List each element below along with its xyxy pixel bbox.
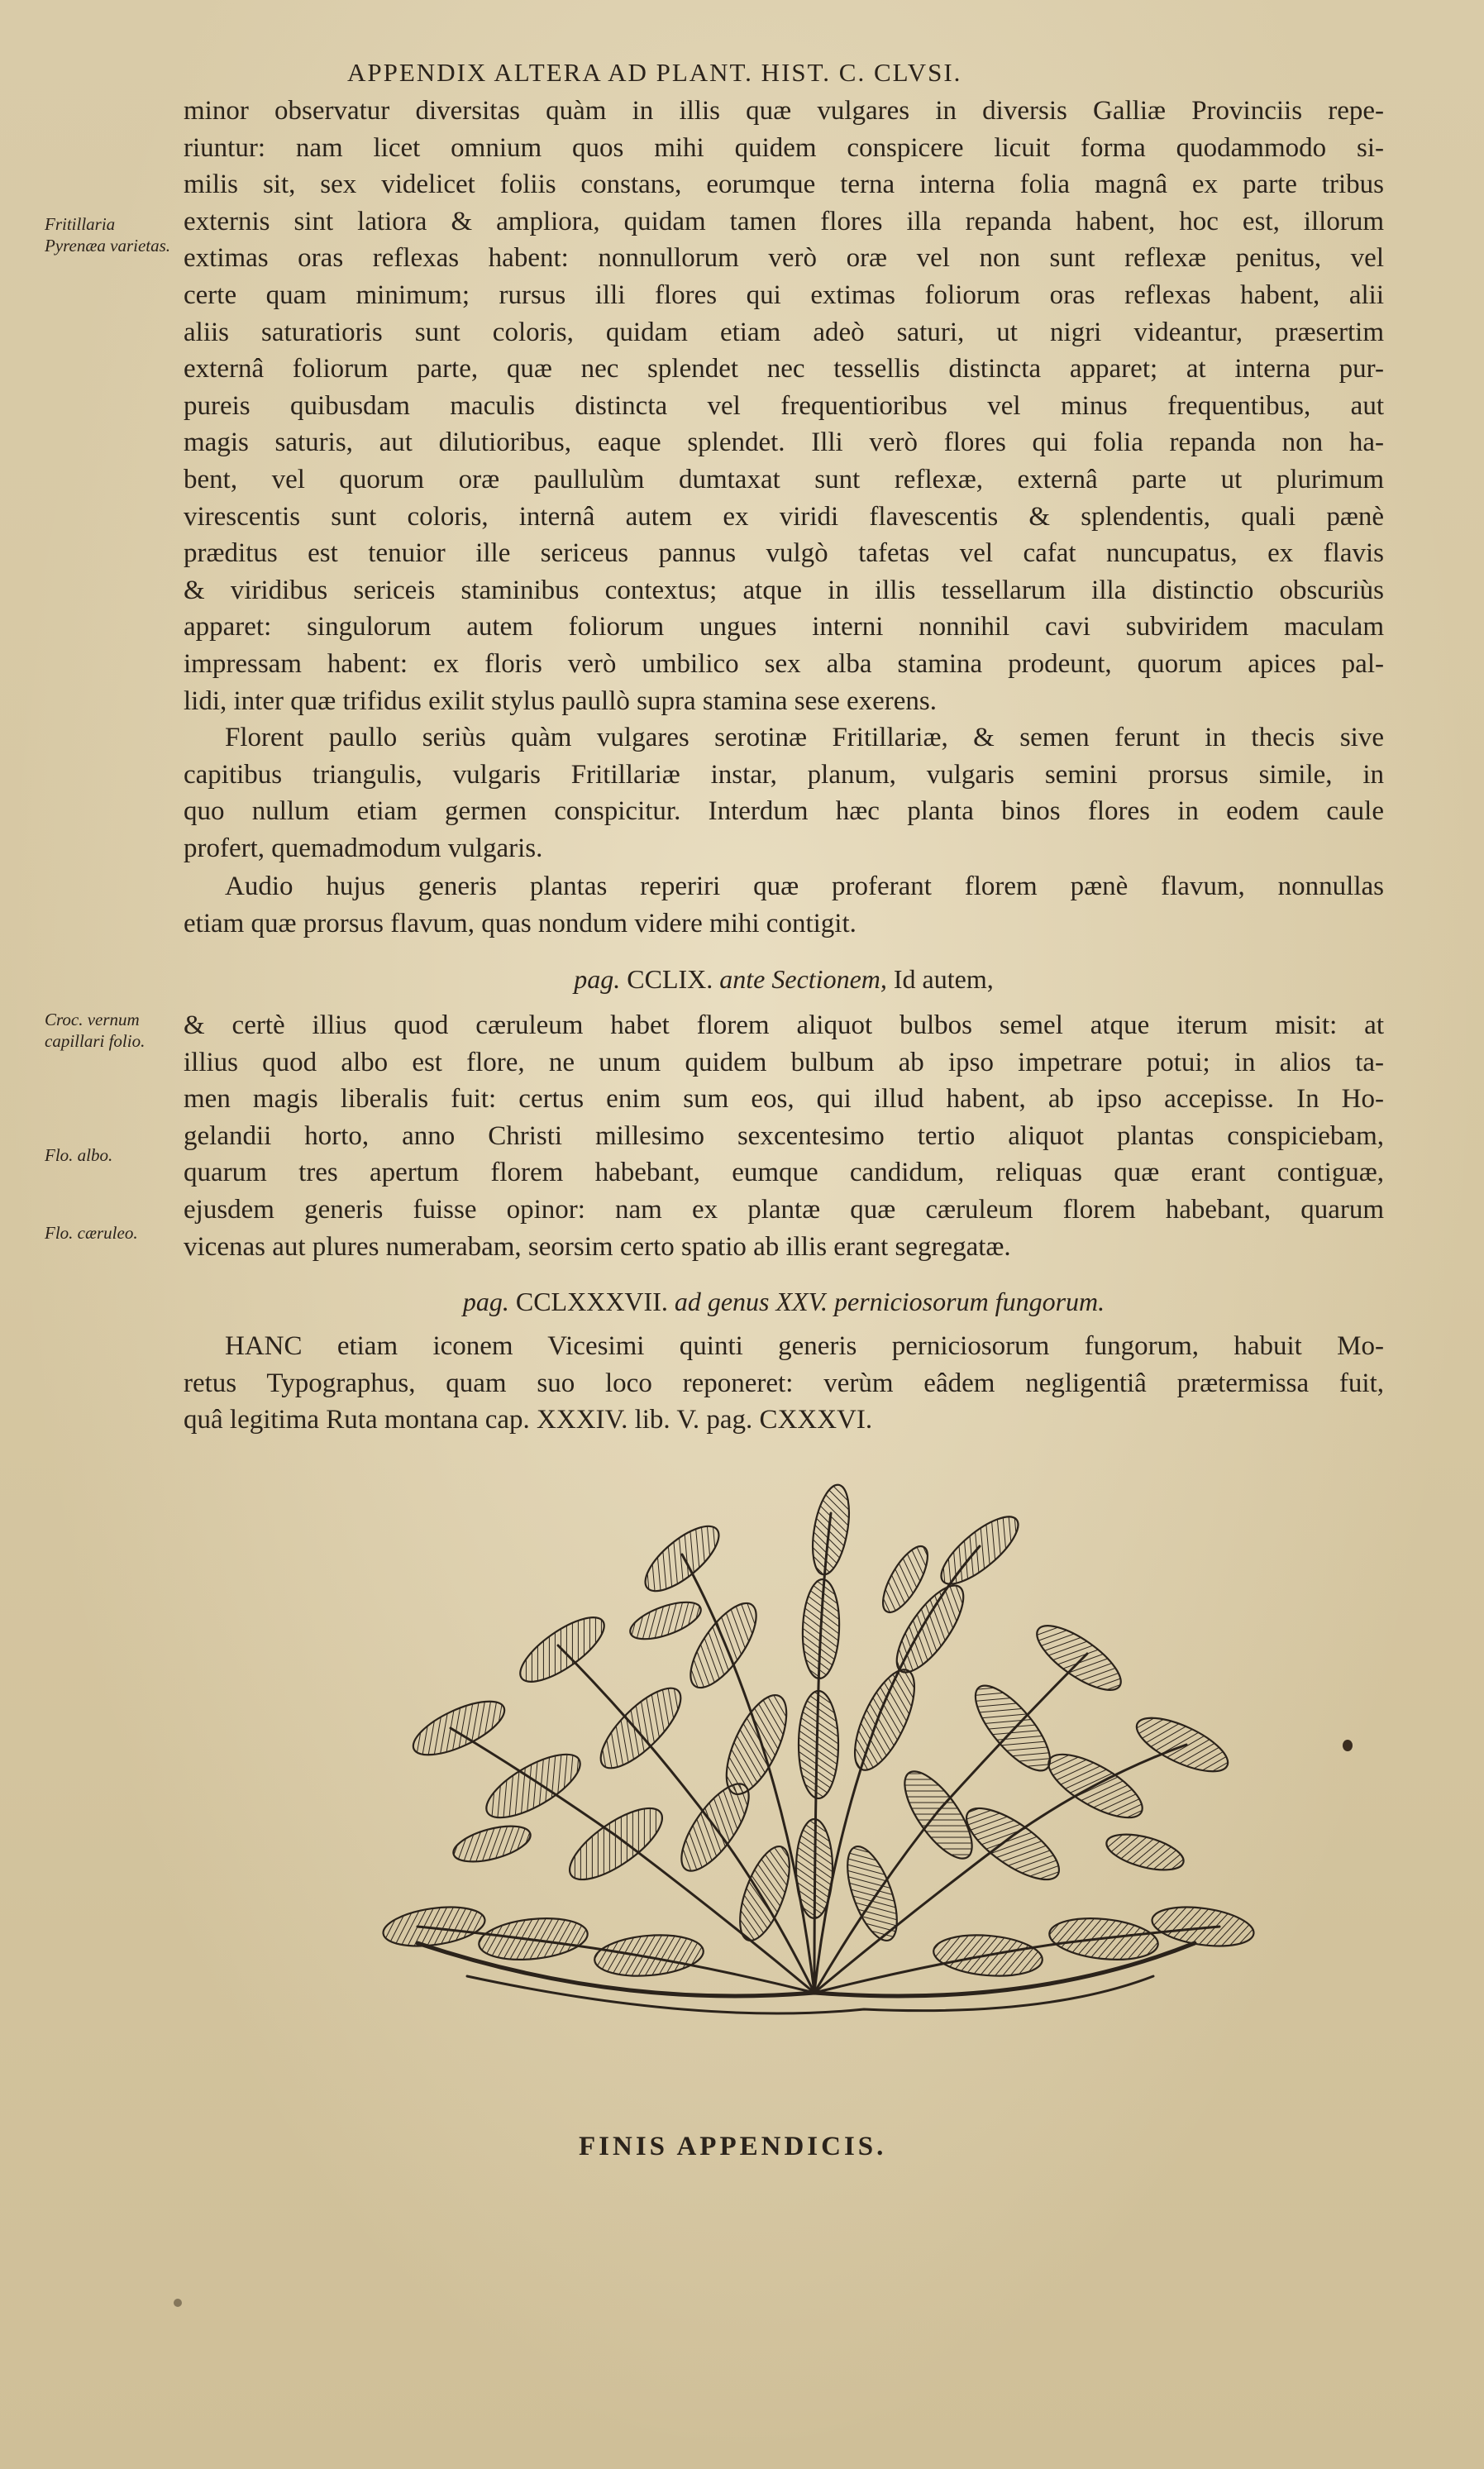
caption-ref: CCLXXXVII. <box>515 1287 668 1316</box>
text-line: illius quod albo est flore, ne unum quidem bulbum ab ipso impetrare potui; in alios ta- <box>184 1047 1384 1077</box>
paragraph-yellow-varieties <box>184 868 1384 942</box>
margin-note-blue-flower: Flo. cæruleo. <box>45 1223 138 1243</box>
text-line: ejusdem generis fuisse opinor: nam ex plantæ quæ cæruleum florem habebant, quarum <box>184 1194 1384 1225</box>
text-line: externis sint latiora & ampliora, quidam tamen flores illa repanda habent, hoc est, illorum <box>184 206 1384 236</box>
text-line: Audio hujus generis plantas reperiri quæ proferant florem pænè flavum, nonnullas <box>225 872 1384 901</box>
caption-pag: pag. <box>574 964 621 994</box>
text-line: aliis saturatioris sunt coloris, quidam etiam adeò saturi, ut nigri videantur, præsertim <box>184 317 1384 347</box>
text-line: pureis quibusdam maculis distincta vel frequentioribus vel minus frequentibus, aut <box>184 390 1384 421</box>
text-line: apparet: singulorum autem foliorum ungues interni nonnihil cavi subviridem maculam <box>184 612 1384 642</box>
fungus-woodcut-icon <box>368 1480 1257 2084</box>
text-line: magis saturis, aut dilutioribus, eaque splendet. Illi verò flores qui folia repanda non ha- <box>184 427 1384 458</box>
text-line: etiam quæ prorsus flavum, quas nondum videre mihi contigit. <box>184 908 857 938</box>
paragraph-crocus-bulbs <box>184 1007 1384 1265</box>
caption-page-reference-2 <box>184 1287 1384 1317</box>
paragraph-flowering <box>184 719 1384 867</box>
text-line: & certè illius quod cæruleum habet florem aliquot bulbos semel atque iterum misit: at <box>184 1010 1384 1040</box>
text-line: minor observatur diversitas quàm in illis quæ vulgares in diversis Galliæ Provinciis repe- <box>184 96 1384 126</box>
text-line: Florent paullo seriùs quàm vulgares serotinæ Fritillariæ, & semen ferunt in thecis sive <box>225 723 1384 752</box>
text-line: & viridibus sericeis staminibus contextus; atque in illis tessellarum illa distinctio obscuriùs <box>184 575 1384 605</box>
text-line: milis sit, sex videlicet foliis constans, eorumque terna interna folia magnâ ex parte tribus <box>184 170 1384 200</box>
text-line: virescentis sunt coloris, internâ autem ex viridi flavescentis & splendentis, quali pænè <box>184 501 1384 532</box>
margin-note-fritillaria: Fritillaria Pyrenæa varietas. <box>45 214 171 255</box>
text-line: retus Typographus, quam suo loco reponeret: verùm eâdem negligentiâ prætermissa fuit, <box>184 1368 1384 1398</box>
caption-ref: CCLIX. <box>627 964 713 994</box>
text-line: quo nullum etiam germen conspicitur. Interdum hæc planta binos flores in eodem caule <box>184 796 1384 827</box>
margin-note-white-flower: Flo. albo. <box>45 1145 113 1165</box>
caption-tail: ad genus XXV. perniciosorum fungorum. <box>674 1287 1105 1316</box>
text-line: profert, quemadmodum vulgaris. <box>184 833 543 863</box>
text-line: præditus est tenuior ille sericeus pannus vulgò tafetas vel cafat nuncupatus, ex flavis <box>184 538 1384 569</box>
ink-speck <box>174 2299 182 2307</box>
caption-page-reference-1 <box>184 964 1384 995</box>
margin-note-crocus: Croc. vernum capillari folio. <box>45 1010 146 1051</box>
text-line: quâ legitima Ruta montana cap. XXXIV. lib. V. pag. CXXXVI. <box>184 1405 873 1435</box>
text-line: bent, vel quorum oræ paullulùm dumtaxat sunt reflexæ, externâ parte ut plurimum <box>184 464 1384 494</box>
text-line: riuntur: nam licet omnium quos mihi quidem conspicere licuit forma quodammodo si- <box>184 132 1384 163</box>
text-line: vicenas aut plures numerabam, seorsim certo spatio ab illis erant segregatæ. <box>184 1231 1011 1262</box>
text-line: impressam habent: ex floris verò umbilico sex alba stamina prodeunt, quorum apices pal- <box>184 648 1384 679</box>
paragraph-fritillaria-description <box>184 93 1384 719</box>
text-line: HANC etiam iconem Vicesimi quinti generis perniciosorum fungorum, habuit Mo- <box>225 1331 1384 1361</box>
text-line: extimas oras reflexas habent: nonnullorum verò oræ vel non sunt reflexæ penitus, vel <box>184 243 1384 274</box>
caption-pag: pag. <box>462 1287 509 1316</box>
text-line: capitibus triangulis, vulgaris Fritillariæ instar, planum, vulgaris semini prorsus simile, in <box>184 759 1384 790</box>
text-line: quarum tres apertum florem habebant, eumque candidum, reliquas quæ erant contiguæ, <box>184 1158 1384 1188</box>
finis-appendicis: FINIS APPENDICIS. <box>579 2132 887 2161</box>
caption-ante: ante Sectionem, <box>719 964 887 994</box>
text-line: lidi, inter quæ trifidus exilit stylus paullò supra stamina sese exerens. <box>184 685 938 716</box>
paragraph-fungus-icon <box>184 1328 1384 1439</box>
text-line: certe quam minimum; rursus illi flores qui extimas foliorum oras reflexas habent, alii <box>184 279 1384 310</box>
ink-speck <box>1343 1740 1353 1751</box>
caption-tail: Id autem, <box>893 964 994 994</box>
text-line: men magis liberalis fuit: certus enim sum eos, qui illud habent, ab ipso accepisse. In Ho- <box>184 1084 1384 1115</box>
text-line: gelandii horto, anno Christi millesimo sexcentesimo tertio aliquot plantas conspiciebam, <box>184 1120 1384 1151</box>
running-head: APPENDIX ALTERA AD PLANT. HIST. C. CLVSI. <box>347 58 962 87</box>
text-line: externâ foliorum parte, quæ nec splendet nec tessellis distincta apparet; at interna pur- <box>184 354 1384 384</box>
